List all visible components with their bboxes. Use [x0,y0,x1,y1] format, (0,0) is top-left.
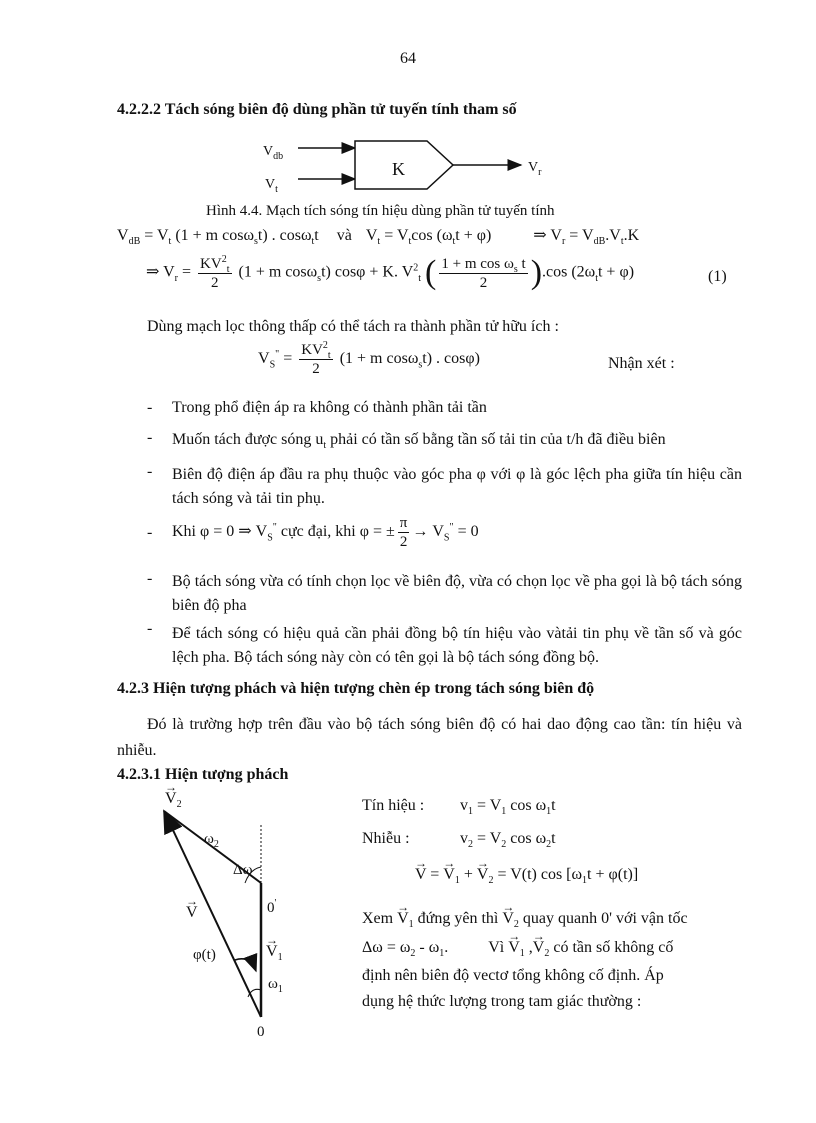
bullet-dash: - [147,620,153,637]
input-top-label: $V_{db}$ [263,144,284,162]
bullet-6: Để tách sóng có hiệu quả cần phải đồng bộ tín hiệu vào vàtải tin phụ về tần số và góc lệch pha. Bộ tách sóng này còn có tên gọi là bộ tách sóng đồng bộ. [172,625,742,666]
label-origin: 0 [257,1024,265,1040]
explanation-line-4: dụng hệ thức lượng trong tam giác thường : [362,993,642,1010]
bullet-2: Muốn tách được sóng $u_t$ phải có tần số bằng tần số tải tin của t/h đã điều biên [172,431,666,452]
bullet-4: Khi φ = 0 ⇒ $V_S^"$ cực đại, khi φ = ± $\frac{\pi}{2}$ → $V_S^" = 0$ [172,515,479,550]
equation-label-1: (1) [708,268,727,285]
remark-label: Nhận xét : [608,355,675,372]
label-omega1: $\omega_1$ [268,976,283,995]
explanation-line-3: định nên biên độ vectơ tổng không cố định. Áp [362,967,664,984]
bullet-1: Trong phổ điện áp ra không có thành phần tải tần [172,399,487,416]
bullet-dash: - [147,570,153,587]
page-number: 64 [400,50,416,67]
lowpass-paragraph: Dùng mạch lọc thông thấp có thể tách ra thành phần tử hữu ích : [147,318,559,335]
bullet-3: Biên độ điện áp đầu ra phụ thuộc vào góc pha φ với φ là góc lệch pha giữa tín hiệu cần tách sóng và tải tin phụ. [172,466,742,507]
label-v1: → $V_1$ [266,933,283,964]
signal-label: Tín hiệu : [362,797,425,814]
k-label: K [392,159,405,179]
explanation-line-1: Xem → $V_1$ đứng yên thì → $V_2$ quay quanh 0' với vận tốc [362,900,688,931]
equation-vs: $V_S^"$ = $\frac{KV^2_t}{2}$ (1 + m cosω$_s$t) . cosφ) [258,340,480,377]
label-v: → V [186,894,198,921]
figure-caption: Hình 4.4. Mạch tích sóng tín hiệu dùng phần tử tuyến tính [206,203,555,219]
bullet-dash: - [147,399,153,416]
sum-equation: → V = → $V_1$ + → $V_2 = V(t)$ $\cos [\omega_1t + \varphi(t)]$ [415,856,639,887]
bullet-dash: - [147,463,153,480]
section-heading-4231: 4.2.3.1 Hiện tượng phách [117,766,289,783]
signal-equation: $v_1 = V_1$ $\cos \omega_1t$ [460,797,556,818]
label-delta-omega: Δω [233,862,253,878]
label-phi: φ(t) [193,947,216,963]
label-zero-prime: 0' [267,898,277,916]
bullet-dash: - [147,429,153,446]
input-bottom-label: $V_t$ [265,177,278,195]
paragraph-423: Đó là trường hợp trên đầu vào bộ tách sóng biên độ có hai dao động cao tần: tín hiệu và nhiễu. [117,716,742,759]
output-label: $V_r$ [528,160,542,178]
label-omega2: $\omega_2$ [204,831,219,850]
block-diagram [255,138,555,198]
section-heading-423: 4.2.3 Hiện tượng phách và hiện tượng chèn ép trong tách sóng biên độ [117,680,595,697]
section-heading-4222: 4.2.2.2 Tách sóng biên độ dùng phần tử tuyến tính tham số [117,101,517,118]
noise-equation: $v_2 = V_2$ $\cos \omega_2t$ [460,830,556,851]
noise-label: Nhiễu : [362,830,410,847]
equation-vr: ⇒ $V_r$ = $\frac{KV^2_t}{2}$ (1 + m cosω$_s$t) cosφ + K. $V^2_t$ ( $\frac{1 + m \cos \omega_s t}{2}$ ).cos $(2\omega_tt + \varphi)$ [146,253,635,291]
explanation-line-2: $\Delta\omega = \omega_2 - \omega_1$. Vì → $V_1$ , → $V_2$ có tần số không cố [362,929,674,960]
equation-vdb: $V_{dB} = V_t$ (1 + m cosω$_s$t) . cosω$_t$t và $V_t = V_t\cos$ $(\omega_tt + \varphi)$ ⇒ $V_r = V_{dB}.V_t.K$ [117,227,640,248]
label-v2: → $V_2$ [165,780,182,811]
bullet-5: Bộ tách sóng vừa có tính chọn lọc về biên độ, vừa có chọn lọc về pha gọi là bộ tách sóng biên độ pha [172,573,742,614]
bullet-dash: - [147,524,153,541]
